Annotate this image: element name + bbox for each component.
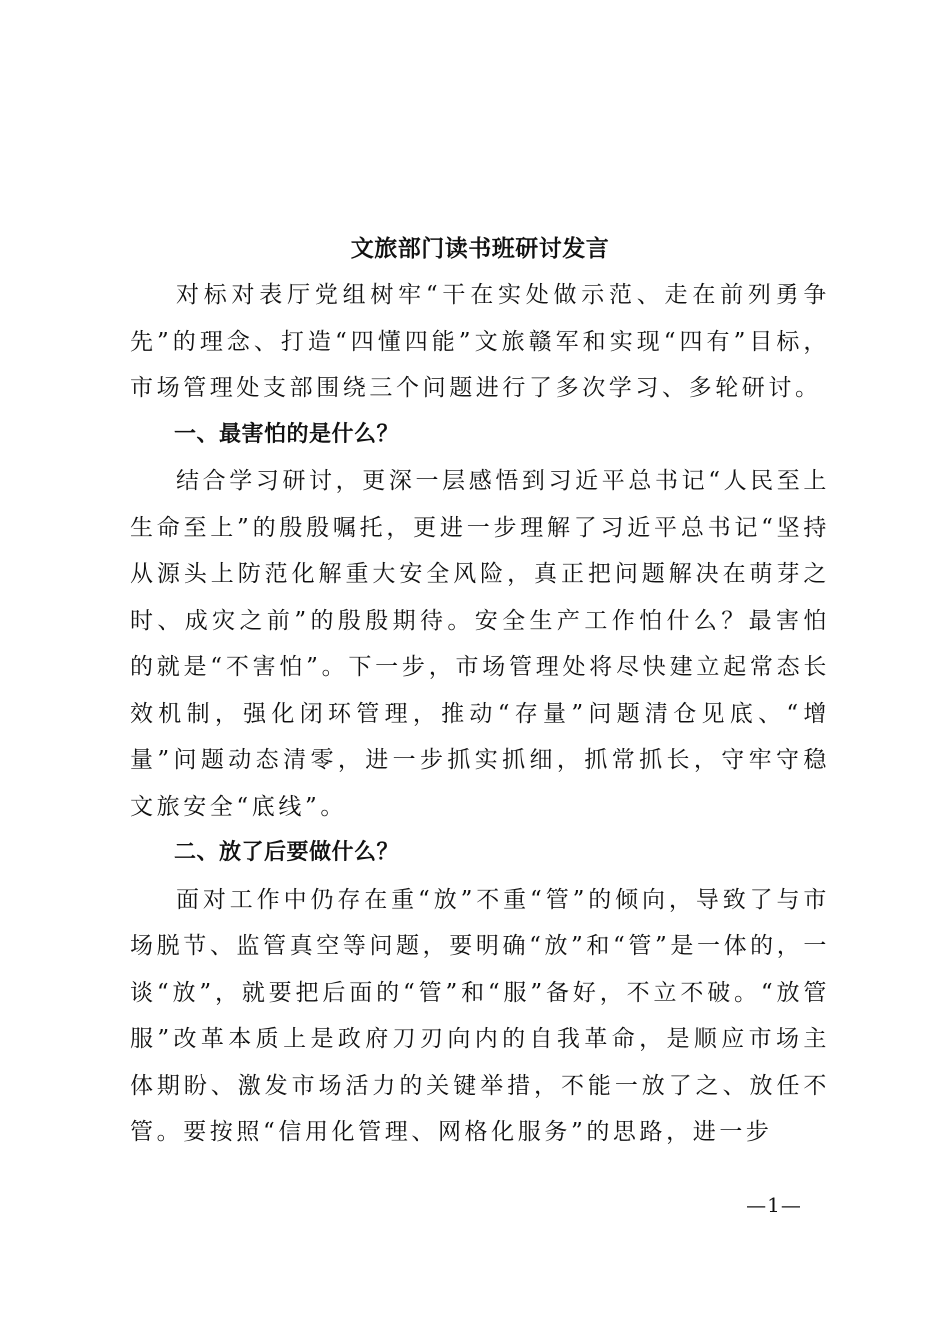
- section-heading-1: 一、最害怕的是什么？: [174, 421, 400, 447]
- document-title: 文旅部门读书班研讨发言: [350, 235, 610, 262]
- page-number: —1—: [746, 1193, 802, 1217]
- document-content: [130, 226, 830, 1156]
- section-body-1: 结合学习研讨，更深一层感悟到习近平总书记“人民至上生命至上”的殷殷嘱托，更进一步理解了习近平总书记“坚持从源头上防范化解重大安全风险，真正把问题解决在萌芽之时、成灾之前”的殷殷期待。安全生产工作怕什么？最害怕的就是“不害怕”。下一步，市场管理处将尽快建立起常态长效机制，强化闭环管理，推动“存量”问题清仓见底、“增量”问题动态清零，进一步抓实抓细，抓常抓长，守牢守稳文旅安全“底线”。: [130, 468, 830, 820]
- section-body-2: 面对工作中仍存在重“放”不重“管”的倾向，导致了与市场脱节、监管真空等问题，要明确“放”和“管”是一体的，一谈“放”，就要把后面的“管”和“服”备好，不立不破。“放管服”改革本质上是政府刀刃向内的自我革命，是顺应市场主体期盼、激发市场活力的关键举措，不能一放了之、放任不管。要按照“信用化管理、网格化服务”的思路，进一步: [130, 886, 830, 1145]
- intro-paragraph: 对标对表厅党组树牢“干在实处做示范、走在前列勇争先”的理念、打造“四懂四能”文旅赣军和实现“四有”目标，市场管理处支部围绕三个问题进行了多次学习、多轮研讨。: [130, 282, 830, 401]
- section-heading-2: 二、放了后要做什么？: [174, 840, 400, 865]
